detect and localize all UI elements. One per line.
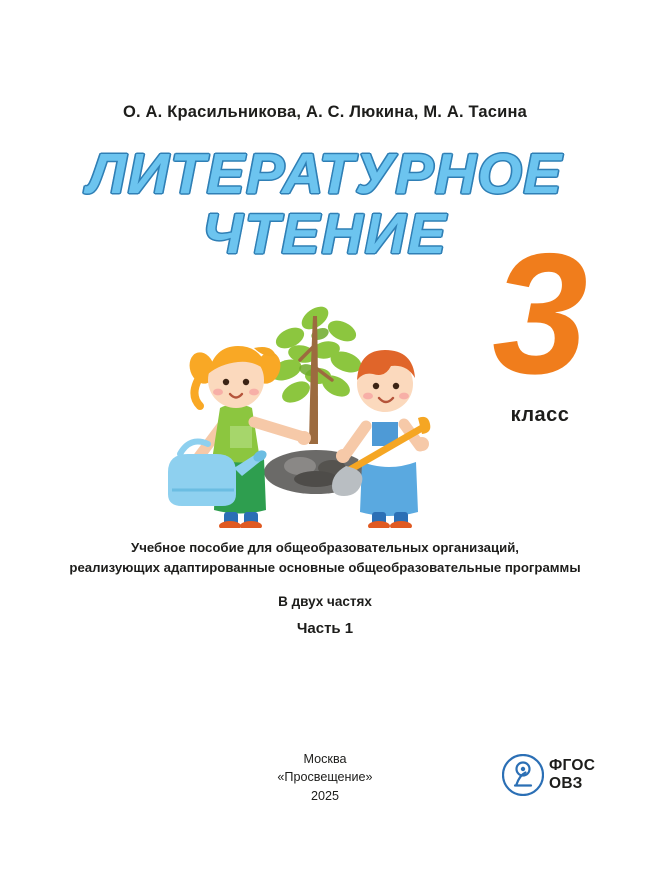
imprint-year: 2025 (310, 788, 340, 803)
fgos-logo (502, 752, 607, 797)
authors-line: О. А. Красильникова, А. С. Люкина, М. А. Тасина (122, 103, 528, 121)
grade-number: 3 (492, 218, 588, 410)
cover-illustration (150, 276, 480, 528)
subtitle-line-2: реализующих адаптированные основные общеобразовательные программы (69, 559, 581, 575)
title-line-2: ЧТЕНИЕ (202, 202, 448, 266)
parts-note: В двух частях (278, 594, 372, 609)
imprint-publisher: «Просвещение» (277, 770, 373, 785)
grade-word: класс (510, 404, 570, 426)
title-line-1: ЛИТЕРАТУРНОЕ (87, 142, 563, 206)
imprint-city: Москва (303, 752, 347, 766)
fgos-label (549, 757, 595, 792)
fgos-emblem-icon (502, 754, 544, 796)
fgos-line-2: ОВЗ (549, 774, 583, 792)
fgos-line-1: ФГОС (549, 757, 596, 775)
subtitle (0, 538, 650, 578)
part-number: Часть 1 (296, 620, 354, 637)
tree-sapling (268, 302, 365, 444)
subtitle-line-1: Учебное пособие для общеобразовательных организаций, (131, 540, 519, 555)
boy-character (332, 350, 430, 528)
